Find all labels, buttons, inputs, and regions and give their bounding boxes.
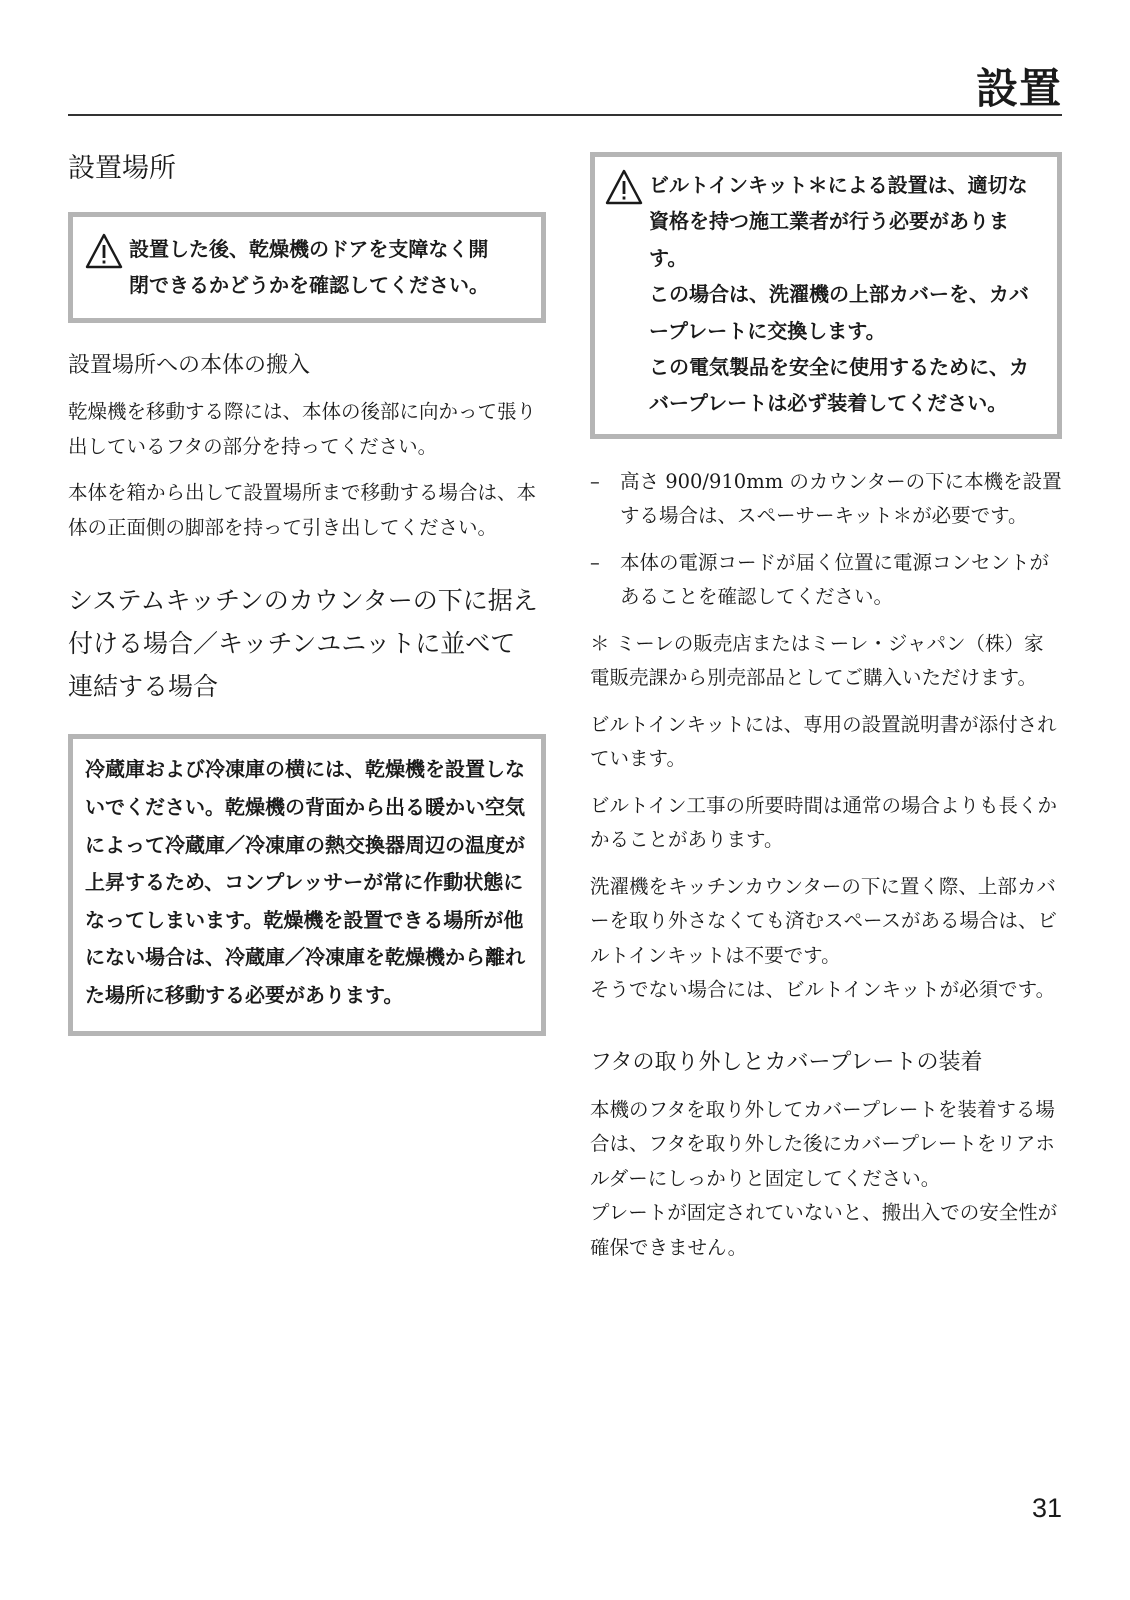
warning-line-1: 設置した後、乾燥機のドアを支障なく開 bbox=[129, 236, 489, 261]
section-title-builtin-line-2: 付ける場合／キッチンユニットに並べて bbox=[68, 629, 516, 659]
list-item-text: 高さ 900/910mm のカウンターの下に本機を設置する場合は、スペーサーキット＊が必要です。 bbox=[620, 469, 1062, 528]
section-title-location: 設置場所 bbox=[68, 153, 176, 184]
page-title: 設置 bbox=[975, 64, 1062, 113]
list-item bbox=[590, 465, 1062, 534]
section-title-builtin bbox=[68, 579, 546, 708]
paragraph-builtin-time: ビルトイン工事の所要時間は通常の場合よりも長くかかることがあります。 bbox=[590, 793, 1058, 852]
warning-icon bbox=[605, 169, 643, 205]
requirements-list bbox=[590, 465, 1062, 615]
paragraph-moving-1: 乾燥機を移動する際には、本体の後部に向かって張り出しているフタの部分を持ってください。 bbox=[68, 400, 537, 458]
paragraph-moving-2: 本体を箱から出して設置場所まで移動する場合は、本体の正面側の脚部を持って引き出してください。 bbox=[68, 481, 537, 539]
left-column bbox=[68, 150, 546, 1064]
warning-line-2: 閉できるかどうかを確認してください。 bbox=[129, 273, 489, 298]
warning-builtin-1: ビルトインキット＊による設置は、適切な資格を持つ施工業者が行う必要があります。 bbox=[649, 173, 1028, 270]
paragraph-builtin-requirement: 洗濯機をキッチンカウンターの下に置く際、上部カバーを取り外さなくても済むスペースがある場合は、ビルトインキットは不要です。 そうでない場合には、ビルトインキットが必須です。 bbox=[590, 874, 1058, 1002]
paragraph-builtin-manual: ビルトインキットには、専用の設置説明書が添付されています。 bbox=[590, 712, 1057, 771]
list-item-text: 本体の電源コードが届く位置に電源コンセントがあることを確認してください。 bbox=[620, 550, 1050, 609]
info-box-text: 冷蔵庫および冷凍庫の横には、乾燥機を設置しないでください。乾燥機の背面から出る暖かい空気によって冷蔵庫／冷凍庫の熱交換器周辺の温度が上昇するため、コンプレッサーが常に作動状態になってしまいます。乾燥機を設置できる場所が他にない場合は、冷蔵庫／冷凍庫を乾燥機から離れた場所に移動する必要があります。 bbox=[85, 757, 525, 1007]
page-number: 31 bbox=[1031, 1493, 1062, 1523]
dash-mark: – bbox=[590, 469, 600, 493]
paragraph-purchase-note: ＊ ミーレの販売店またはミーレ・ジャパン（株）家電販売課から別売部品としてご購入いただけます。 bbox=[590, 631, 1044, 690]
warning-box-builtin bbox=[590, 152, 1062, 439]
sub-title-cover-plate: フタの取り外しとカバープレートの装着 bbox=[590, 1049, 983, 1075]
section-title-builtin-line-3: 連結する場合 bbox=[68, 672, 219, 702]
info-box-refrigerator bbox=[68, 734, 546, 1035]
warning-builtin-2: この場合は、洗濯機の上部カバーを、カバープレートに交換します。 bbox=[649, 282, 1029, 343]
sub-title-moving: 設置場所への本体の搬入 bbox=[68, 352, 311, 378]
paragraph-cover-plate: 本機のフタを取り外してカバープレートを装着する場合は、フタを取り外した後にカバープレートをリアホルダーにしっかりと固定してください。 プレートが固定されていないと、搬出入での安全性が確保できません。 bbox=[590, 1097, 1058, 1259]
warning-builtin-3: この電気製品を安全に使用するために、カバープレートは必ず装着してください。 bbox=[649, 354, 1029, 416]
list-item bbox=[590, 546, 1062, 615]
warning-icon bbox=[85, 233, 123, 269]
right-column bbox=[590, 152, 1062, 1277]
section-title-builtin-line-1: システムキッチンのカウンターの下に据え bbox=[68, 586, 538, 616]
page-header bbox=[68, 52, 1062, 116]
warning-box-door bbox=[68, 212, 546, 323]
dash-mark: – bbox=[590, 550, 600, 574]
